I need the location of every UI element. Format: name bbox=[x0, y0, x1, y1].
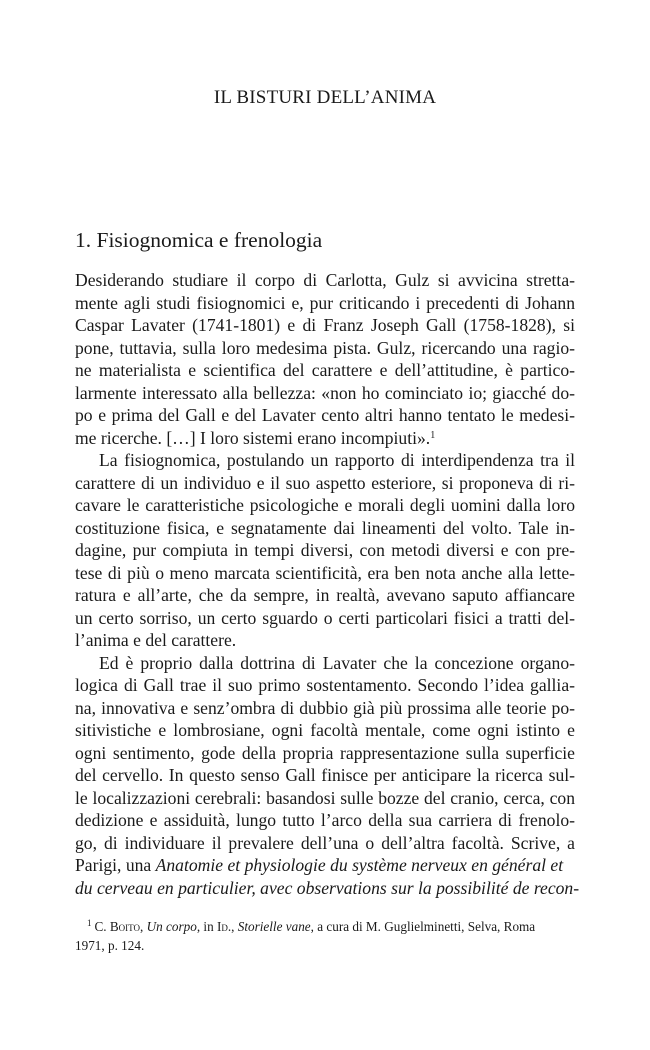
text-line: Caspar Lavater (1741-1801) e di Franz Joseph Gall (1758-1828), si bbox=[75, 315, 575, 335]
text-line: ogni sentimento, gode della propria rappresentazione sulla superficie bbox=[75, 742, 575, 763]
text-line: ne materialista e scientifica del carattere e dell’attitudine, è partico- bbox=[75, 360, 575, 380]
text-line: go, di individuare il prevalere dell’una o dell’altra facoltà. Scrive, a bbox=[75, 832, 575, 853]
italic-title: Anatomie et physiologie du système nerveux en général et bbox=[155, 855, 564, 875]
text-line: du cerveau en particulier, avec observations sur la possibilité de recon- bbox=[75, 877, 580, 898]
text-line: del cervello. In questo senso Gall finisce per anticipare la ricerca sul- bbox=[75, 765, 575, 785]
text-line: Desiderando studiare il corpo di Carlotta, Gulz si avvicina stretta- bbox=[75, 270, 575, 290]
footnote-work: Un corpo bbox=[146, 919, 197, 934]
footnote-line bbox=[75, 917, 575, 936]
text-line: un certo sorriso, un certo sguardo o certi particolari fisici a tratti del- bbox=[75, 607, 575, 628]
text-line: na, innovativa e senz’ombra di dubbio già più prossima alle teorie po- bbox=[75, 697, 575, 718]
text-line: po e prima del Gall e del Lavater cento altri hanno tentato le medesi- bbox=[75, 405, 575, 425]
text-line: le localizzazioni cerebrali: basandosi sulle bozze del cranio, cerca, con bbox=[75, 787, 575, 808]
text-line bbox=[75, 854, 575, 877]
text-line: costituzione fisica, e segnatamente dai lineamenti del volto. Tale in- bbox=[75, 517, 575, 538]
text-line: logica di Gall trae il suo primo sostentamento. Secondo l’idea gallia- bbox=[75, 675, 575, 695]
text-line: La fisiognomica, postulando un rapporto di interdipendenza tra il bbox=[99, 450, 575, 470]
text-line-content: me ricerche. […] I loro sistemi erano incompiuti». bbox=[75, 427, 431, 448]
footnote-collection: Storielle vane bbox=[237, 919, 311, 934]
text-line: cavare le caratteristiche psicologiche e morali degli uomini dalla loro bbox=[75, 495, 575, 515]
footnote-reference: 1 bbox=[430, 429, 436, 441]
text-line: Ed è proprio dalla dottrina di Lavater che la concezione organo- bbox=[99, 652, 575, 673]
text-line: l’anima e del carattere. bbox=[75, 630, 237, 650]
text-line: dedizione e assiduità, lungo tutto l’arco della sua carriera di frenolo- bbox=[75, 810, 575, 830]
footnote-author: C. Boito bbox=[94, 919, 141, 934]
text-line: mente agli studi fisiognomici e, pur criticando i precedenti di Johann bbox=[75, 292, 575, 313]
footnote-separator: , bbox=[140, 919, 144, 934]
body-text bbox=[75, 269, 580, 899]
text-line: dagine, pur compiuta in tempi diversi, con metodi diversi e con pre- bbox=[75, 540, 575, 560]
section-heading: 1. Fisiognomica e frenologia bbox=[75, 228, 323, 252]
footnote bbox=[75, 917, 575, 955]
text-line: carattere di un individuo e il suo aspetto esteriore, si proponeva di ri- bbox=[75, 472, 575, 493]
text-line: larmente interessato alla bellezza: «non ho cominciato io; giacché do- bbox=[75, 382, 575, 403]
text-line bbox=[75, 427, 575, 450]
text-line: sitivistiche e lombrosiane, ogni facoltà mentale, come ogni istinto e bbox=[75, 720, 575, 740]
footnote-rest: , a cura di M. Guglielminetti, Selva, Roma bbox=[310, 919, 536, 934]
footnote-separator: , in bbox=[196, 919, 214, 934]
text-line: ratura e all’arte, che da sempre, in realtà, avevano saputo affiancare bbox=[75, 585, 575, 605]
running-head: IL BISTURI DELL’ANIMA bbox=[213, 87, 437, 108]
footnote-number: 1 bbox=[87, 918, 92, 928]
footnote-ibid: Id. bbox=[216, 919, 232, 934]
footnote-separator: , bbox=[231, 919, 235, 934]
text-line-content: Parigi, una bbox=[75, 855, 152, 875]
text-line: tese di più o meno marcata scientificità, era ben nota anche alla lette- bbox=[75, 562, 575, 583]
footnote-line: 1971, p. 124. bbox=[75, 938, 145, 953]
text-line: pone, tuttavia, sulla loro medesima pista. Gulz, ricercando una ragio- bbox=[75, 337, 575, 358]
